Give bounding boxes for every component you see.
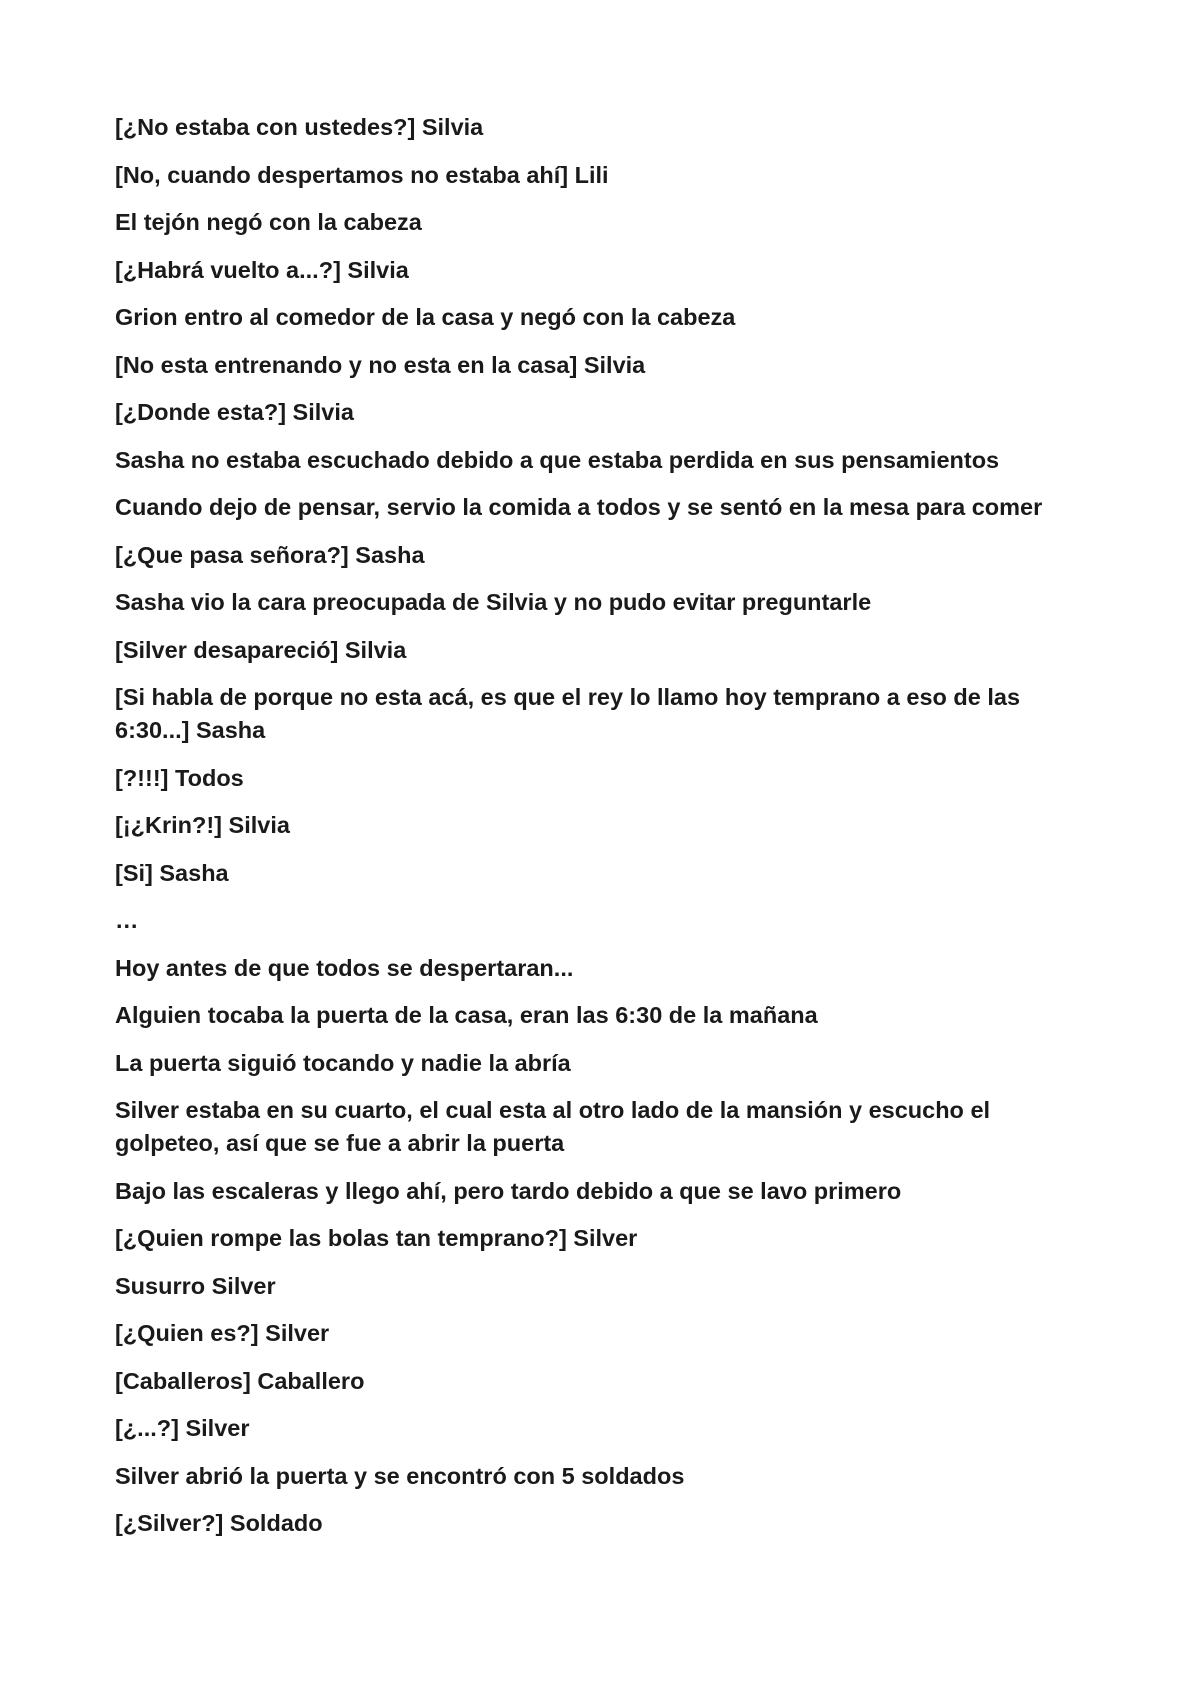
paragraph: Grion entro al comedor de la casa y negó con la cabeza xyxy=(115,304,736,330)
paragraph: [¿Que pasa señora?] Sasha xyxy=(115,541,425,568)
paragraph: Alguien tocaba la puerta de la casa, eran las 6:30 de la mañana xyxy=(115,1002,818,1028)
paragraph: [No, cuando despertamos no estaba ahí] Lili xyxy=(115,161,609,188)
paragraph: Sasha no estaba escuchado debido a que estaba perdida en sus pensamientos xyxy=(115,446,1000,473)
paragraph: [No esta entrenando y no esta en la casa] Silvia xyxy=(115,351,646,378)
paragraph: [Si habla de porque no esta acá, es que el rey lo llamo hoy temprano a eso de las 6:30...] Sasha xyxy=(115,684,1021,743)
text-body xyxy=(115,111,1075,1555)
paragraph: [¿Habrá vuelto a...?] Silvia xyxy=(115,256,409,283)
paragraph: [¿Quien rompe las bolas tan temprano?] Silver xyxy=(115,1225,638,1251)
paragraph: El tejón negó con la cabeza xyxy=(115,209,422,235)
paragraph: La puerta siguió tocando y nadie la abría xyxy=(115,1049,571,1076)
paragraph: [¡¿Krin?!] Silvia xyxy=(115,812,290,838)
paragraph: Bajo las escaleras y llego ahí, pero tardo debido a que se lavo primero xyxy=(115,1177,902,1204)
paragraph: [?!!!] Todos xyxy=(115,764,244,791)
paragraph: [Caballeros] Caballero xyxy=(115,1367,365,1394)
paragraph: [¿Silver?] Soldado xyxy=(115,1510,323,1536)
paragraph: [Si] Sasha xyxy=(115,859,229,886)
paragraph: … xyxy=(115,907,139,933)
paragraph: Susurro Silver xyxy=(115,1272,276,1299)
paragraph: [¿...?] Silver xyxy=(115,1415,250,1441)
paragraph: Silver abrió la puerta y se encontró con 5 soldados xyxy=(115,1462,685,1489)
paragraph: Sasha vio la cara preocupada de Silvia y no pudo evitar preguntarle xyxy=(115,589,872,615)
paragraph: Hoy antes de que todos se despertaran... xyxy=(115,954,574,981)
paragraph: [¿Quien es?] Silver xyxy=(115,1320,330,1346)
paragraph: Silver estaba en su cuarto, el cual esta al otro lado de la mansión y escucho el golpeteo, así que se fue a abrir la puerta xyxy=(115,1097,991,1156)
paragraph: [¿Donde esta?] Silvia xyxy=(115,399,354,425)
paragraph: Cuando dejo de pensar, servio la comida a todos y se sentó en la mesa para comer xyxy=(115,494,1043,520)
paragraph: [¿No estaba con ustedes?] Silvia xyxy=(115,114,484,140)
paragraph: [Silver desapareció] Silvia xyxy=(115,636,407,663)
